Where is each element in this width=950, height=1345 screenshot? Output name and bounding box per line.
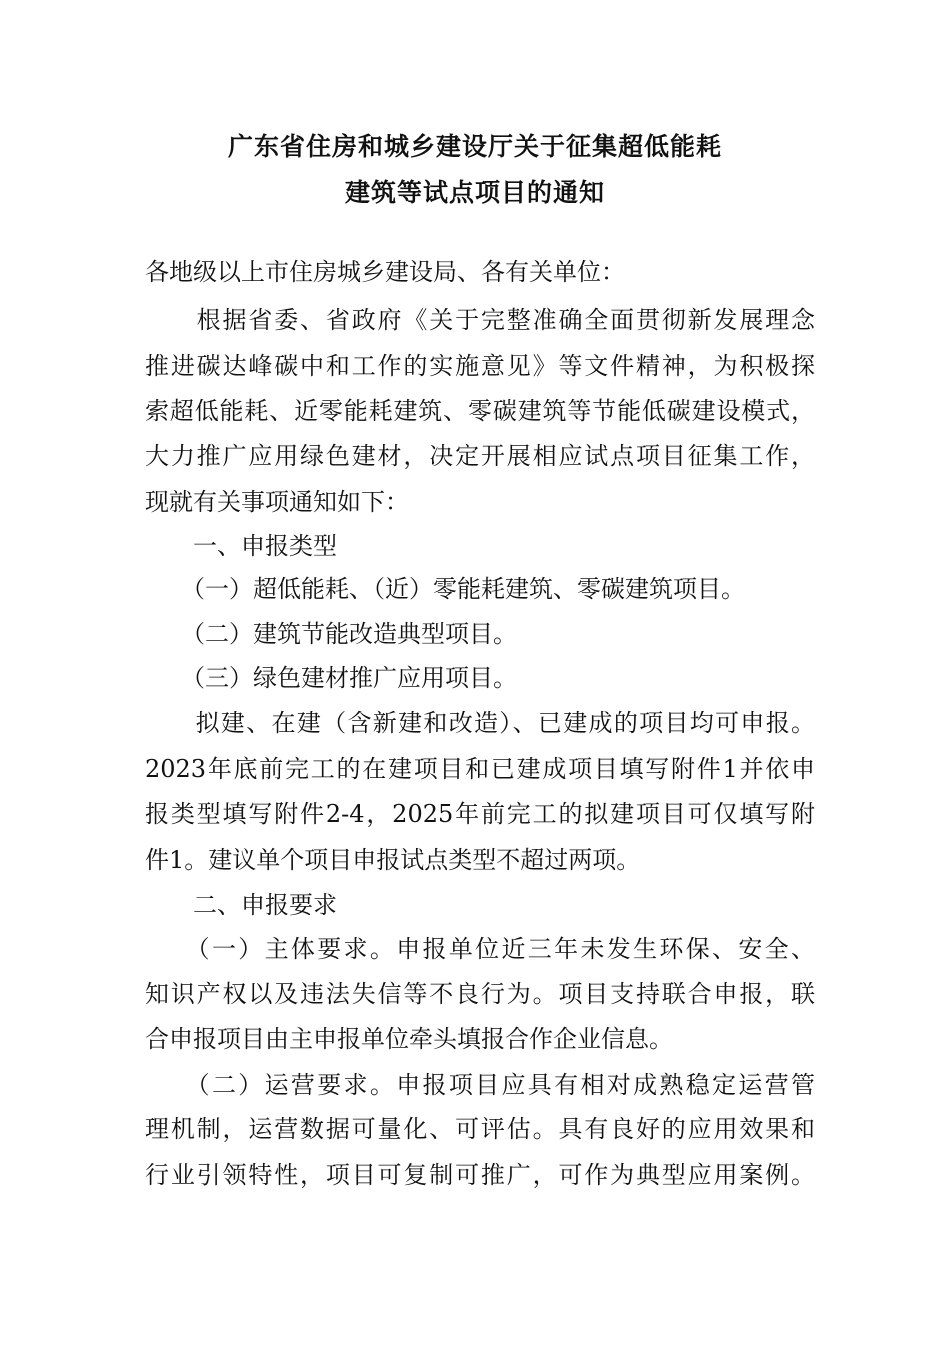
salutation: 各地级以上市住房城乡建设局、各有关单位： <box>145 258 625 286</box>
section-heading: 二、申报要求 <box>145 891 337 919</box>
paragraph-line: 报类型填写附件2-4，2025年前完工的拟建项目可仅填写附 <box>145 800 815 828</box>
paragraph-line: 推进碳达峰碳中和工作的实施意见》等文件精神，为积极探 <box>145 352 815 380</box>
paragraph-line: 行业引领特性，项目可复制可推广，可作为典型应用案例。 <box>145 1161 815 1189</box>
paragraph-line: 大力推广应用绿色建材，决定开展相应试点项目征集工作， <box>145 442 815 470</box>
paragraph-line: （二）运营要求。申报项目应具有相对成熟稳定运营管 <box>145 1071 815 1099</box>
list-item: （二）建筑节能改造典型项目。 <box>145 620 517 648</box>
paragraph-line: 理机制，运营数据可量化、可评估。具有良好的应用效果和 <box>145 1115 815 1143</box>
paragraph-line: 知识产权以及违法失信等不良行为。项目支持联合申报，联 <box>145 980 815 1008</box>
paragraph-line: 拟建、在建（含新建和改造）、已建成的项目均可申报。 <box>145 709 815 737</box>
paragraph-line: （一）主体要求。申报单位近三年未发生环保、安全、 <box>145 935 815 963</box>
paragraph-line: 2023年底前完工的在建项目和已建成项目填写附件1并依申 <box>145 755 815 783</box>
document-title-line-1: 广东省住房和城乡建设厅关于征集超低能耗 <box>227 132 722 161</box>
document-title-line-2: 建筑等试点项目的通知 <box>344 178 605 207</box>
paragraph-line: 现就有关事项通知如下： <box>145 488 409 516</box>
list-item: （一）超低能耗、（近）零能耗建筑、零碳建筑项目。 <box>145 575 745 603</box>
paragraph-line: 索超低能耗、近零能耗建筑、零碳建筑等节能低碳建设模式， <box>145 397 815 425</box>
paragraph-line: 合申报项目由主申报单位牵头填报合作企业信息。 <box>145 1025 673 1053</box>
section-heading: 一、申报类型 <box>145 532 337 560</box>
list-item: （三）绿色建材推广应用项目。 <box>145 664 517 692</box>
paragraph-line: 件1。建议单个项目申报试点类型不超过两项。 <box>145 846 641 874</box>
paragraph-line: 根据省委、省政府《关于完整准确全面贯彻新发展理念 <box>145 306 815 334</box>
